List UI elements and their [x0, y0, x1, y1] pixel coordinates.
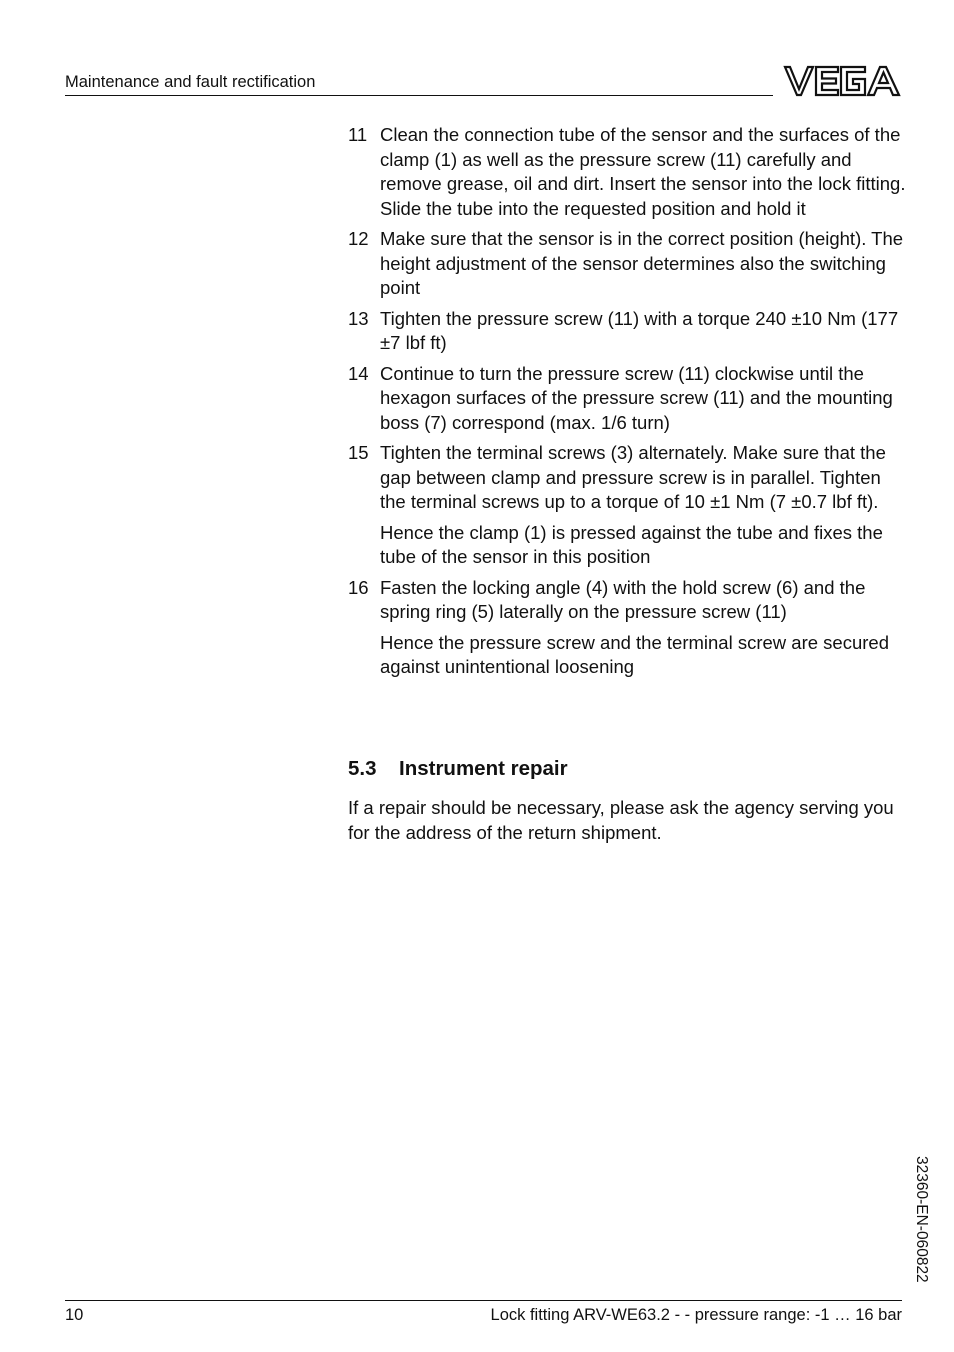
page-number: 10 [65, 1306, 84, 1324]
step-text: Make sure that the sensor is in the correct position (height). The height adjustment of the sensor determines also the switching point [380, 228, 904, 298]
instruction-steps [348, 123, 908, 686]
step-15 [348, 441, 908, 570]
step-number: 15 [348, 442, 369, 463]
header-divider [65, 95, 773, 96]
step-text: Fasten the locking angle (4) with the hold screw (6) and the spring ring (5) laterally on the pressure screw (11) [380, 576, 866, 622]
step-text: Continue to turn the pressure screw (11) clockwise until the hexagon surfaces of the pressure screw (11) and the mounting boss (7) correspond (max. 1/6 turn) [380, 362, 893, 433]
step-12 [348, 227, 908, 301]
footer-divider [65, 1300, 902, 1301]
step-11 [348, 123, 908, 221]
step-number: 13 [348, 307, 369, 329]
section-number: 5.3 [348, 757, 377, 780]
step-number: 11 [348, 124, 368, 145]
document-code: 32360-EN-060822 [913, 1156, 930, 1283]
step-text: Clean the connection tube of the sensor and the surfaces of the clamp (1) as well as the pressure screw (11) carefully and remove grease, oil and dirt. Insert the sensor into the lock fitting. Slide the tube into the requested position and hold it [380, 124, 906, 219]
step-text: Tighten the pressure screw (11) with a torque 240 ±10 Nm (177 ±7 lbf ft) [380, 307, 899, 353]
section-body: If a repair should be necessary, please ask the agency serving you for the address of the return shipment. [348, 797, 894, 843]
vega-logo [783, 64, 901, 98]
section-title: Instrument repair [399, 757, 568, 780]
step-16 [348, 576, 908, 680]
step-14 [348, 362, 908, 436]
step-text: Tighten the terminal screws (3) alternately. Make sure that the gap between clamp and pressure screw is in parallel. Tighten the terminal screws up to a torque of 10 ±1 Nm (7 ±0.7 lbf ft). [380, 442, 886, 512]
step-number: 14 [348, 362, 369, 384]
step-number: 16 [348, 576, 369, 598]
step-13 [348, 307, 908, 356]
step-note: Hence the clamp (1) is pressed against the tube and fixes the tube of the sensor in this position [380, 521, 883, 567]
footer-title: Lock fitting ARV-WE63.2 - - pressure range: -1 … 16 bar [490, 1306, 902, 1324]
running-header: Maintenance and fault rectification [65, 73, 316, 91]
step-note: Hence the pressure screw and the terminal screw are secured against unintentional loosening [380, 631, 889, 677]
section-heading [348, 756, 568, 782]
step-number: 12 [348, 228, 369, 249]
